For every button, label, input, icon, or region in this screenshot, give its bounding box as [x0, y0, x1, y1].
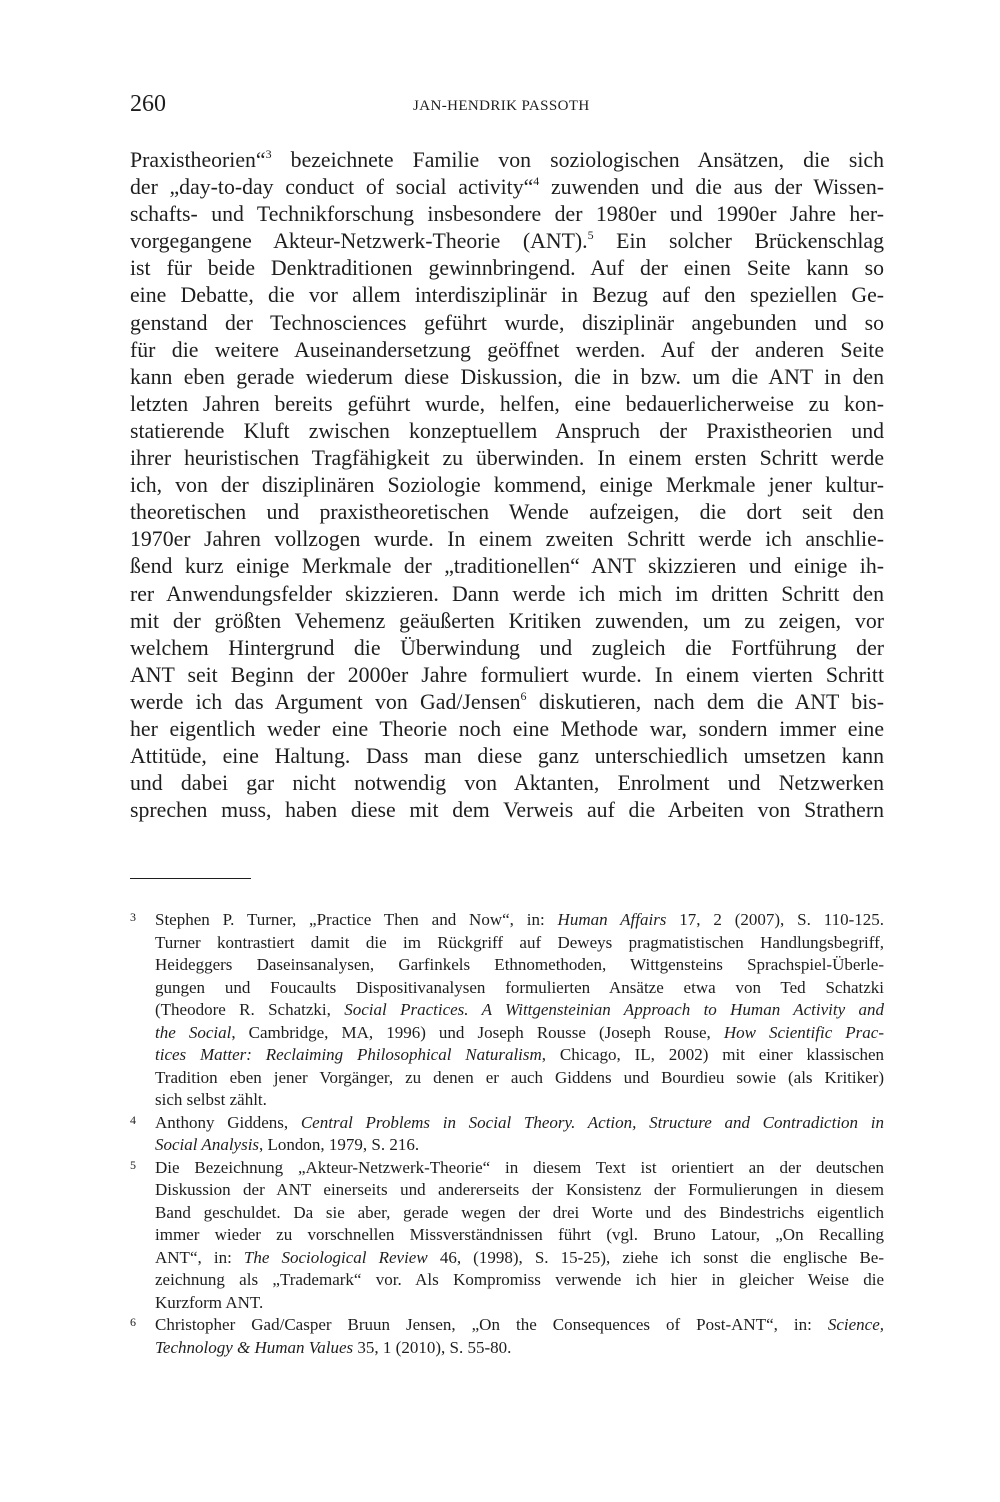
body-line: [130, 689, 884, 716]
text-segment: zeichnung als „Trademark“ vor. Als Kompromiss verwende ich hier in gleicher Weise die: [155, 1270, 884, 1289]
text-segment: 35, 1 (2010), S. 55-80.: [353, 1337, 512, 1357]
text-segment: werde ich das Argument von Gad/Jensen: [130, 689, 521, 714]
text-segment: vorgegangene Akteur-Netzwerk-Theorie (ANT).: [130, 229, 588, 254]
text-segment: statierende Kluft zwischen konzeptuellem Anspruch der Praxistheorien und: [130, 418, 884, 443]
text-segment: für die weitere Auseinandersetzung geöffnet werden. Auf der anderen Seite: [130, 337, 884, 362]
text-segment: Attitüde, eine Haltung. Dass man diese ganz unterschiedlich umsetzen kann: [130, 744, 884, 769]
footnote-line: [155, 1134, 884, 1157]
footnote-number: 6: [130, 1315, 136, 1329]
footnote-3: [130, 909, 884, 1112]
body-line: [130, 526, 884, 553]
text-segment: welchem Hintergrund die Überwindung und zugleich die Fortführung der: [130, 635, 884, 660]
body-paragraph: [130, 147, 884, 824]
text-segment: rer Anwendungsfelder skizzieren. Dann werde ich mich im dritten Schritt den: [130, 581, 884, 606]
text-segment: Band geschuldet. Da sie aber, gerade wegen der drei Worte und des Bindestrichs eigentlich: [155, 1202, 884, 1222]
footnote-reference: 6: [520, 688, 527, 703]
text-segment: bezeichnete Familie von soziologischen Ansätzen, die sich: [271, 148, 884, 172]
text-segment: eine Debatte, die vor allem interdisziplinär in Bezug auf den speziellen Ge-: [130, 283, 884, 308]
footnote-4: [130, 1112, 884, 1157]
text-segment: Heideggers Daseinsanalysen, Garfinkels Ethnomethoden, Wittgensteins Sprachspiel-Überle-: [155, 955, 884, 974]
running-head: JAN-HENDRIK PASSOTH: [413, 98, 590, 114]
body-line: [130, 635, 884, 662]
body-line: [130, 255, 884, 282]
body-line: [130, 337, 884, 364]
italic-text: Technology & Human Values: [155, 1337, 354, 1357]
italic-text: Human Affairs: [557, 910, 667, 929]
footnote-line: [155, 1202, 884, 1225]
footnote-number: 4: [130, 1112, 136, 1127]
body-line: [130, 716, 884, 743]
footnote-line: [155, 1247, 884, 1270]
text-segment: diskutieren, nach dem die ANT bis-: [526, 689, 884, 714]
body-line: [130, 364, 884, 391]
text-segment: zuwenden und die aus der Wissen-: [539, 175, 884, 200]
text-segment: kann eben gerade wiederum diese Diskussion, die in bzw. um die ANT in den: [130, 364, 884, 389]
footnote-line: [155, 999, 884, 1022]
text-segment: ihrer heuristischen Tragfähigkeit zu überwinden. In einem ersten Schritt werde: [130, 446, 884, 471]
footnote-line: [155, 1292, 884, 1315]
italic-text: Social Practices. A Wittgensteinian Approach to Human Activity and: [344, 1000, 884, 1019]
text-segment: Turner kontrastiert damit die im Rückgriff auf Deweys pragmatistischen Handlungsbegriff,: [155, 932, 884, 952]
text-segment: Ein solcher Brückenschlag: [593, 229, 884, 254]
footnote-5: [130, 1157, 884, 1315]
text-segment: immer wieder zu vorschnellen Missverständnissen führt (vgl. Bruno Latour, „On Recalling: [155, 1225, 884, 1244]
text-segment: 1970er Jahren vollzogen wurde. In einem zweiten Schritt werde ich anschlie-: [130, 527, 884, 552]
footnote-line: [155, 909, 884, 932]
footnote-line: [155, 977, 884, 1000]
text-segment: theoretischen und praxistheoretischen Wende aufzeigen, die dort seit den: [130, 500, 884, 525]
body-line: [130, 608, 884, 635]
body-line: [130, 201, 884, 228]
text-segment: Diskussion der ANT einerseits und andererseits der Konsistenz der Formulierungen in diesem: [155, 1180, 884, 1199]
text-segment: , Chicago, IL, 2002) mit einer klassischen: [541, 1045, 884, 1064]
body-line: [130, 472, 884, 499]
italic-text: Science,: [827, 1315, 884, 1334]
body-line: [130, 797, 884, 824]
footnote-reference: 4: [533, 174, 540, 189]
body-line: [130, 282, 884, 309]
body-line: [130, 743, 884, 770]
text-segment: ist für beide Denktraditionen gewinnbringend. Auf der einen Seite kann so: [130, 256, 884, 281]
footnote-line: [155, 1089, 884, 1112]
text-segment: Stephen P. Turner, „Practice Then and Now“, in:: [155, 910, 558, 929]
text-segment: , London, 1979, S. 216.: [259, 1135, 420, 1154]
text-segment: Tradition eben jener Vorgänger, zu denen er auch Giddens und Bourdieu sowie (als Kritiker): [155, 1067, 884, 1087]
text-segment: , Cambridge, MA, 1996) und Joseph Rousse (Joseph Rouse,: [231, 1022, 724, 1042]
footnote-6: [130, 1314, 884, 1359]
footnote-line: [155, 1179, 884, 1202]
text-segment: der „day-to-day conduct of social activity“: [130, 175, 534, 200]
body-line: [130, 770, 884, 797]
text-segment: her eigentlich weder eine Theorie noch eine Methode war, sondern immer eine: [130, 716, 884, 741]
footnote-line: [155, 1022, 884, 1045]
italic-text: Central Problems in Social Theory. Action, Structure and Contradiction in: [300, 1112, 884, 1132]
italic-text: tices Matter: Reclaiming Philosophical Naturalism: [155, 1045, 542, 1064]
footnote-reference: 3: [265, 147, 272, 162]
body-line: [130, 662, 884, 689]
footnote-line: [155, 1044, 884, 1067]
footnote-text: [155, 1314, 884, 1359]
text-segment: ANT“, in:: [155, 1247, 244, 1267]
body-line: [130, 391, 884, 418]
footnote-line: [155, 1112, 884, 1135]
text-segment: ßend kurz einige Merkmale der „traditionellen“ ANT skizzieren und einige ih-: [130, 554, 884, 579]
body-line: [130, 418, 884, 445]
footnote-text: [155, 909, 884, 1112]
page-number: 260: [130, 91, 166, 117]
footnote-number: 3: [130, 910, 136, 924]
footnote-line: [155, 1314, 884, 1337]
body-line: [130, 310, 884, 337]
body-line: [130, 445, 884, 472]
footnote-text: [155, 1157, 884, 1315]
footnote-line: [155, 954, 884, 977]
text-segment: mit der größten Vehemenz geäußerten Kritiken zuwenden, um zu zeigen, vor: [130, 608, 884, 633]
footnote-line: [155, 1269, 884, 1292]
italic-text: The Sociological Review: [243, 1247, 428, 1267]
footnote-line: [155, 932, 884, 955]
footnote-line: [155, 1157, 884, 1180]
footnote-separator: [130, 878, 251, 879]
body-line: [130, 553, 884, 580]
italic-text: How Scientific Prac-: [723, 1022, 885, 1042]
text-segment: sich selbst zählt.: [155, 1090, 267, 1109]
footnote-line: [155, 1067, 884, 1090]
text-segment: ich, von der disziplinären Soziologie kommend, einige Merkmale jener kultur-: [130, 473, 884, 498]
text-segment: gungen und Foucaults Dispositivanalysen formulierten Ansätze etwa von Ted Schatzki: [155, 977, 884, 997]
text-segment: letzten Jahren bereits geführt wurde, helfen, eine bedauerlicherweise zu kon-: [130, 391, 884, 416]
text-segment: und dabei gar nicht notwendig von Aktanten, Enrolment und Netzwerken: [130, 771, 884, 796]
text-segment: Christopher Gad/Casper Bruun Jensen, „On the Consequences of Post-ANT“, in:: [155, 1315, 828, 1334]
text-segment: sprechen muss, haben diese mit dem Verweis auf die Arbeiten von Strathern: [130, 798, 884, 823]
footnote-line: [155, 1224, 884, 1247]
italic-text: Social Analysis: [155, 1135, 260, 1154]
text-segment: genstand der Technosciences geführt wurde, disziplinär angebunden und so: [130, 310, 884, 335]
text-segment: (Theodore R. Schatzki,: [155, 1000, 345, 1019]
italic-text: the Social: [155, 1022, 232, 1042]
footnote-number: 5: [130, 1157, 136, 1172]
body-line: [130, 499, 884, 526]
footnotes: [130, 909, 884, 1359]
body-line: [130, 147, 884, 174]
text-segment: Anthony Giddens,: [155, 1112, 301, 1132]
text-segment: ANT seit Beginn der 2000er Jahre formuliert wurde. In einem vierten Schritt: [130, 662, 884, 687]
footnote-text: [155, 1112, 884, 1157]
text-segment: schafts- und Technikforschung insbesondere der 1980er und 1990er Jahre her-: [130, 202, 884, 227]
text-segment: Kurzform ANT.: [155, 1292, 264, 1312]
body-line: [130, 228, 884, 255]
text-segment: 17, 2 (2007), S. 110-125.: [666, 910, 884, 929]
text-segment: Die Bezeichnung „Akteur-Netzwerk-Theorie“ in diesem Text ist orientiert an der deutschen: [155, 1157, 884, 1177]
text-segment: 46, (1998), S. 15-25), ziehe ich sonst die englische Be-: [427, 1247, 884, 1267]
text-segment: Praxistheorien“: [130, 148, 266, 172]
body-line: [130, 581, 884, 608]
footnote-line: [155, 1337, 884, 1360]
footnote-reference: 5: [587, 228, 594, 243]
body-line: [130, 174, 884, 201]
